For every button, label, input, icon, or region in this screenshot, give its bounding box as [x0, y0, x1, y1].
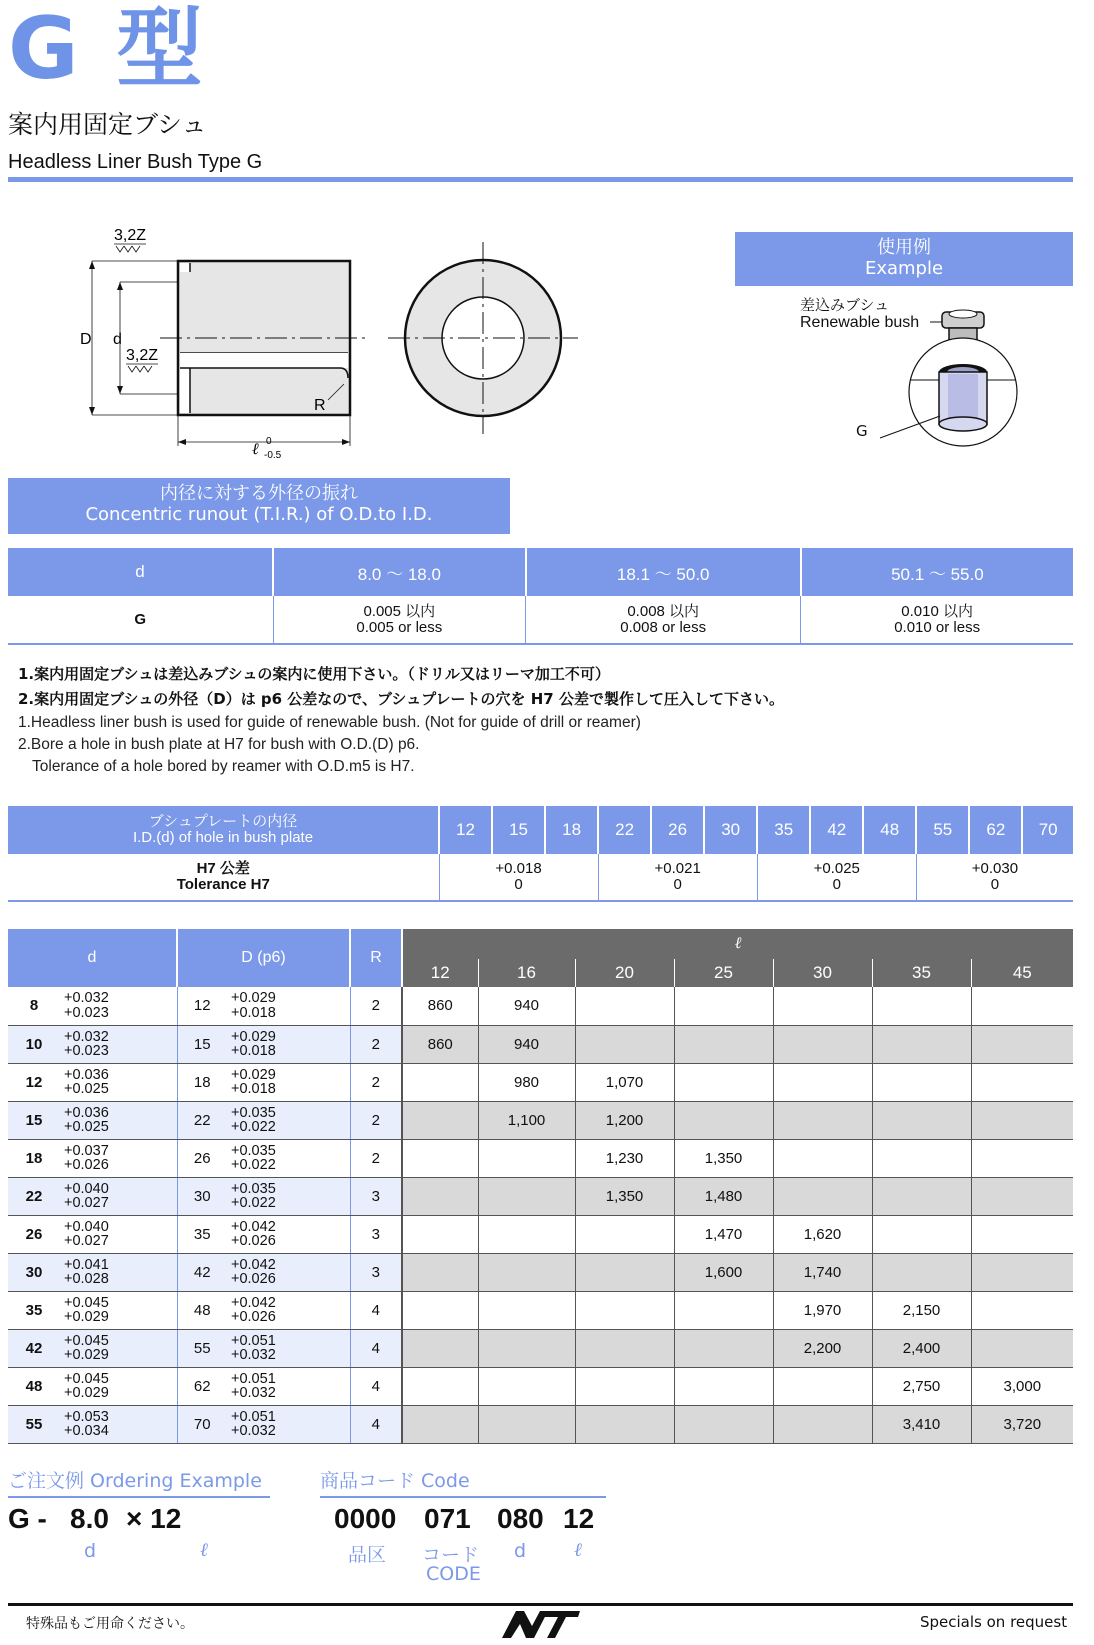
code-part-category: 0000 [334, 1503, 397, 1534]
cell-R: 2 [350, 1025, 402, 1063]
callout-renewable-en: Renewable bush [800, 314, 920, 331]
tolerance-size: 12 [439, 806, 492, 854]
table-row [8, 1025, 1073, 1063]
cell-price: 940 [478, 987, 575, 1025]
cell-R: 2 [350, 1139, 402, 1177]
dimension-price-table [8, 929, 1073, 1444]
tolerance-group: +0.018 0 [439, 854, 598, 901]
cell-d: 8 [8, 987, 60, 1025]
cell-d: 22 [8, 1177, 60, 1215]
roughness-top: 3,2Z [114, 228, 147, 244]
table-row [8, 1405, 1073, 1443]
footer-specials-en: Specials on request [920, 1613, 1068, 1631]
cell-price: 1,970 [773, 1291, 872, 1329]
cell-R: 2 [350, 987, 402, 1025]
order-d-value: 8.0 [70, 1503, 109, 1534]
dimension-rows [8, 987, 1073, 1443]
tolerance-size: 15 [492, 806, 545, 854]
tolerance-table [8, 806, 1073, 902]
page-title: G 型 [8, 0, 207, 99]
tolerance-group: +0.021 0 [598, 854, 757, 901]
cell-price: 980 [478, 1063, 575, 1101]
table-row [8, 1215, 1073, 1253]
cell-price [674, 1405, 773, 1443]
callout-g: G [856, 422, 868, 440]
ordering-rule [8, 1496, 270, 1498]
tolerance-size: 30 [704, 806, 757, 854]
length-header-2: 20 [575, 959, 674, 987]
cell-price [402, 1405, 478, 1443]
dim-D-label: D [80, 331, 92, 348]
example-label-en: Example [864, 257, 944, 279]
cell-R: 3 [350, 1253, 402, 1291]
note-en-3: Tolerance of a hole bored by reamer with O.D.m5 is H7. [32, 758, 415, 775]
cell-price [872, 1253, 971, 1291]
code-title: 商品コード Code [320, 1470, 470, 1492]
cell-price [402, 1063, 478, 1101]
runout-label-en: Concentric runout (T.I.R.) of O.D.to I.D. [85, 503, 433, 525]
cell-R: 4 [350, 1329, 402, 1367]
cell-price [575, 1367, 674, 1405]
runout-cell: 0.010 以内 0.010 or less [801, 596, 1073, 644]
notes [18, 662, 784, 778]
cell-d-tolerance: +0.041 +0.028 [60, 1253, 177, 1291]
cell-price: 1,200 [575, 1101, 674, 1139]
bush-bore-gap [180, 352, 348, 368]
cell-price: 1,600 [674, 1253, 773, 1291]
cell-price: 1,350 [674, 1139, 773, 1177]
bush-drawing [70, 228, 610, 464]
cell-D: 26 [177, 1139, 227, 1177]
cell-price [478, 1291, 575, 1329]
cell-price [478, 1177, 575, 1215]
cell-d: 15 [8, 1101, 60, 1139]
cell-D: 62 [177, 1367, 227, 1405]
cell-D: 55 [177, 1329, 227, 1367]
cell-price [674, 987, 773, 1025]
dim-d-label: d [113, 331, 122, 348]
cell-D: 18 [177, 1063, 227, 1101]
table-row [8, 1367, 1073, 1405]
cell-R: 2 [350, 1101, 402, 1139]
cell-price: 2,400 [872, 1329, 971, 1367]
cell-price [773, 1101, 872, 1139]
cell-d-tolerance: +0.040 +0.027 [60, 1215, 177, 1253]
usage-example-illustration [870, 300, 1030, 450]
cell-D-tolerance: +0.051 +0.032 [227, 1405, 350, 1443]
cell-d-tolerance: +0.032 +0.023 [60, 987, 177, 1025]
table-row [8, 1101, 1073, 1139]
runout-table [8, 548, 1073, 645]
order-prefix: G - [8, 1503, 47, 1534]
cell-price [773, 1367, 872, 1405]
cell-D-tolerance: +0.051 +0.032 [227, 1367, 350, 1405]
cell-price [402, 1215, 478, 1253]
col-header-d: d [8, 929, 177, 987]
nt-logo-icon [500, 1608, 582, 1640]
col-header-l: ℓ [402, 929, 1073, 959]
cell-price [971, 1025, 1073, 1063]
cell-price [674, 1025, 773, 1063]
cell-D-tolerance: +0.035 +0.022 [227, 1177, 350, 1215]
note-en-1: 1.Headless liner bush is used for guide of renewable bush. (Not for guide of drill or reamer) [18, 714, 641, 731]
cell-price [674, 1101, 773, 1139]
code-label-l: ℓ [574, 1540, 582, 1561]
cell-price [971, 1215, 1073, 1253]
cell-d-tolerance: +0.036 +0.025 [60, 1101, 177, 1139]
example-label [735, 232, 1073, 286]
cell-price [971, 1253, 1073, 1291]
table-row [8, 1063, 1073, 1101]
cell-R: 4 [350, 1367, 402, 1405]
cell-d-tolerance: +0.045 +0.029 [60, 1329, 177, 1367]
cell-price [773, 1405, 872, 1443]
runout-row-label: G [8, 596, 273, 644]
cell-d: 26 [8, 1215, 60, 1253]
cell-price: 2,150 [872, 1291, 971, 1329]
cell-price [575, 987, 674, 1025]
cell-d: 35 [8, 1291, 60, 1329]
cell-D: 30 [177, 1177, 227, 1215]
cell-R: 3 [350, 1215, 402, 1253]
cell-price [872, 1025, 971, 1063]
cell-price: 3,410 [872, 1405, 971, 1443]
cell-d: 30 [8, 1253, 60, 1291]
cell-price [971, 1177, 1073, 1215]
table-row [8, 1139, 1073, 1177]
cell-R: 2 [350, 1063, 402, 1101]
cell-D-tolerance: +0.042 +0.026 [227, 1291, 350, 1329]
cell-price [674, 1329, 773, 1367]
cell-price [971, 1101, 1073, 1139]
title-english: Headless Liner Bush Type G [8, 151, 263, 173]
cell-price [773, 1063, 872, 1101]
cell-price: 1,350 [575, 1177, 674, 1215]
cell-price: 1,230 [575, 1139, 674, 1177]
title-rule [8, 177, 1073, 182]
cell-d: 10 [8, 1025, 60, 1063]
code-label-code: コード [422, 1544, 480, 1566]
tolerance-size: 42 [810, 806, 863, 854]
cell-R: 4 [350, 1405, 402, 1443]
tolerance-size: 26 [651, 806, 704, 854]
runout-header-d: d [8, 548, 273, 596]
order-l-label: ℓ [200, 1540, 208, 1561]
cell-price [674, 1367, 773, 1405]
cell-d: 18 [8, 1139, 60, 1177]
tolerance-size: 35 [757, 806, 810, 854]
cell-D: 70 [177, 1405, 227, 1443]
runout-cell: 0.005 以内 0.005 or less [273, 596, 526, 644]
length-header-5: 35 [872, 959, 971, 987]
cell-price [773, 987, 872, 1025]
roughness-symbol-icon [128, 366, 152, 372]
footer-rule [8, 1603, 1073, 1606]
runout-header-range-1: 8.0 ～ 18.0 [273, 548, 526, 596]
code-part-d: 080 [497, 1503, 544, 1534]
cell-D-tolerance: +0.042 +0.026 [227, 1215, 350, 1253]
tolerance-row-label: H7 公差 Tolerance H7 [8, 854, 439, 901]
cell-price [478, 1253, 575, 1291]
tolerance-size: 22 [598, 806, 651, 854]
cell-d-tolerance: +0.037 +0.026 [60, 1139, 177, 1177]
cell-price: 940 [478, 1025, 575, 1063]
tolerance-header: ブシュプレートの内径 I.D.(d) of hole in bush plate [8, 806, 439, 854]
code-part-l: 12 [563, 1503, 595, 1534]
cell-price [872, 1101, 971, 1139]
cell-price [971, 987, 1073, 1025]
cell-price [773, 1177, 872, 1215]
cell-d: 42 [8, 1329, 60, 1367]
cell-R: 4 [350, 1291, 402, 1329]
cell-price [402, 1329, 478, 1367]
table-row [8, 1329, 1073, 1367]
cell-price [402, 1177, 478, 1215]
cell-D: 35 [177, 1215, 227, 1253]
cell-d-tolerance: +0.045 +0.029 [60, 1291, 177, 1329]
cell-price: 860 [402, 987, 478, 1025]
cell-price [971, 1063, 1073, 1101]
cell-price [402, 1101, 478, 1139]
ordering-example-title: ご注文例 Ordering Example [8, 1470, 262, 1492]
cell-price [575, 1329, 674, 1367]
cell-price [402, 1367, 478, 1405]
runout-header-range-2: 18.1 ～ 50.0 [526, 548, 801, 596]
tolerance-size: 62 [969, 806, 1022, 854]
tolerance-group: +0.030 0 [916, 854, 1073, 901]
length-header-6: 45 [971, 959, 1073, 987]
dim-l-label: ℓ [252, 441, 259, 458]
footer-specials-jp: 特殊品もご用命ください。 [26, 1616, 194, 1632]
code-label-d: d [514, 1540, 527, 1562]
callout-renewable-jp: 差込みブシュ [800, 296, 890, 314]
cell-d-tolerance: +0.040 +0.027 [60, 1177, 177, 1215]
cell-price [872, 1177, 971, 1215]
cell-price: 860 [402, 1025, 478, 1063]
cell-price: 1,740 [773, 1253, 872, 1291]
col-header-R: R [350, 929, 402, 987]
table-row [8, 1177, 1073, 1215]
cell-D-tolerance: +0.035 +0.022 [227, 1139, 350, 1177]
tolerance-size: 70 [1022, 806, 1073, 854]
cell-d-tolerance: +0.032 +0.023 [60, 1025, 177, 1063]
code-label-category: 品区 [348, 1544, 387, 1566]
runout-cell: 0.008 以内 0.008 or less [526, 596, 801, 644]
cell-D-tolerance: +0.042 +0.026 [227, 1253, 350, 1291]
cell-price [971, 1139, 1073, 1177]
cell-price [575, 1405, 674, 1443]
cell-price [402, 1253, 478, 1291]
length-header-4: 30 [773, 959, 872, 987]
note-jp-1: 1.案内用固定ブシュは差込みブシュの案内に使用下さい。（ドリル又はリーマ加工不可） [18, 665, 610, 683]
cell-price [575, 1291, 674, 1329]
col-header-D: D (p6) [177, 929, 350, 987]
runout-header-range-3: 50.1 ～ 55.0 [801, 548, 1073, 596]
cell-price [872, 1139, 971, 1177]
cell-price [971, 1329, 1073, 1367]
cell-price [575, 1025, 674, 1063]
note-jp-2: 2.案内用固定ブシュの外径（D）は p6 公差なので、ブシュプレートの穴を H7 公差で製作して圧入して下さい。 [18, 690, 784, 708]
cell-price [478, 1405, 575, 1443]
table-row [8, 1253, 1073, 1291]
cell-price [575, 1253, 674, 1291]
cell-D: 22 [177, 1101, 227, 1139]
cell-price [478, 1215, 575, 1253]
cell-price: 3,000 [971, 1367, 1073, 1405]
cell-D-tolerance: +0.029 +0.018 [227, 1025, 350, 1063]
table-row [8, 987, 1073, 1025]
cell-price [478, 1367, 575, 1405]
cell-price: 2,200 [773, 1329, 872, 1367]
order-d-label: d [84, 1540, 97, 1562]
cell-price [575, 1215, 674, 1253]
roughness-symbol-icon [116, 246, 140, 252]
runout-label-jp: 内径に対する外径の振れ [160, 483, 358, 504]
code-label-code-en: CODE [426, 1563, 481, 1585]
roughness-inner: 3,2Z [126, 347, 159, 364]
cell-price [478, 1139, 575, 1177]
cell-price: 1,470 [674, 1215, 773, 1253]
order-l-value: × 12 [126, 1503, 182, 1534]
cell-D: 48 [177, 1291, 227, 1329]
cell-price: 1,100 [478, 1101, 575, 1139]
cell-price [402, 1291, 478, 1329]
cell-d-tolerance: +0.045 +0.029 [60, 1367, 177, 1405]
cell-d: 55 [8, 1405, 60, 1443]
cell-price: 1,070 [575, 1063, 674, 1101]
cell-D-tolerance: +0.029 +0.018 [227, 1063, 350, 1101]
cell-d-tolerance: +0.036 +0.025 [60, 1063, 177, 1101]
cell-D: 12 [177, 987, 227, 1025]
tolerance-size: 55 [916, 806, 969, 854]
cell-d-tolerance: +0.053 +0.034 [60, 1405, 177, 1443]
table-row [8, 1291, 1073, 1329]
tolerance-size: 48 [863, 806, 916, 854]
cell-D: 15 [177, 1025, 227, 1063]
cell-D-tolerance: +0.051 +0.032 [227, 1329, 350, 1367]
cell-price: 1,620 [773, 1215, 872, 1253]
cell-D: 42 [177, 1253, 227, 1291]
tol-upper: 0 [266, 436, 272, 447]
cell-price [773, 1025, 872, 1063]
cell-price [971, 1291, 1073, 1329]
example-label-jp: 使用例 [877, 237, 931, 258]
note-en-2: 2.Bore a hole in bush plate at H7 for bush with O.D.(D) p6. [18, 736, 420, 753]
cell-price: 1,480 [674, 1177, 773, 1215]
code-part-code: 071 [424, 1503, 471, 1534]
cell-price [674, 1063, 773, 1101]
length-header-0: 12 [402, 959, 478, 987]
cell-price: 3,720 [971, 1405, 1073, 1443]
cell-price [478, 1329, 575, 1367]
length-header-1: 16 [478, 959, 575, 987]
cell-D-tolerance: +0.035 +0.022 [227, 1101, 350, 1139]
cell-d: 12 [8, 1063, 60, 1101]
cell-d: 48 [8, 1367, 60, 1405]
cell-D-tolerance: +0.029 +0.018 [227, 987, 350, 1025]
cell-price: 2,750 [872, 1367, 971, 1405]
runout-label [8, 478, 510, 534]
cell-price [773, 1139, 872, 1177]
cell-R: 3 [350, 1177, 402, 1215]
tolerance-size: 18 [545, 806, 598, 854]
cell-price [872, 1215, 971, 1253]
code-rule [320, 1496, 606, 1498]
cell-price [674, 1291, 773, 1329]
tol-lower: -0.5 [264, 450, 282, 461]
tolerance-group: +0.025 0 [757, 854, 916, 901]
cell-price [402, 1139, 478, 1177]
title-japanese: 案内用固定ブシュ [8, 110, 207, 139]
radius-label: R [314, 397, 326, 414]
cell-price [872, 987, 971, 1025]
length-header-3: 25 [674, 959, 773, 987]
cell-price [872, 1063, 971, 1101]
